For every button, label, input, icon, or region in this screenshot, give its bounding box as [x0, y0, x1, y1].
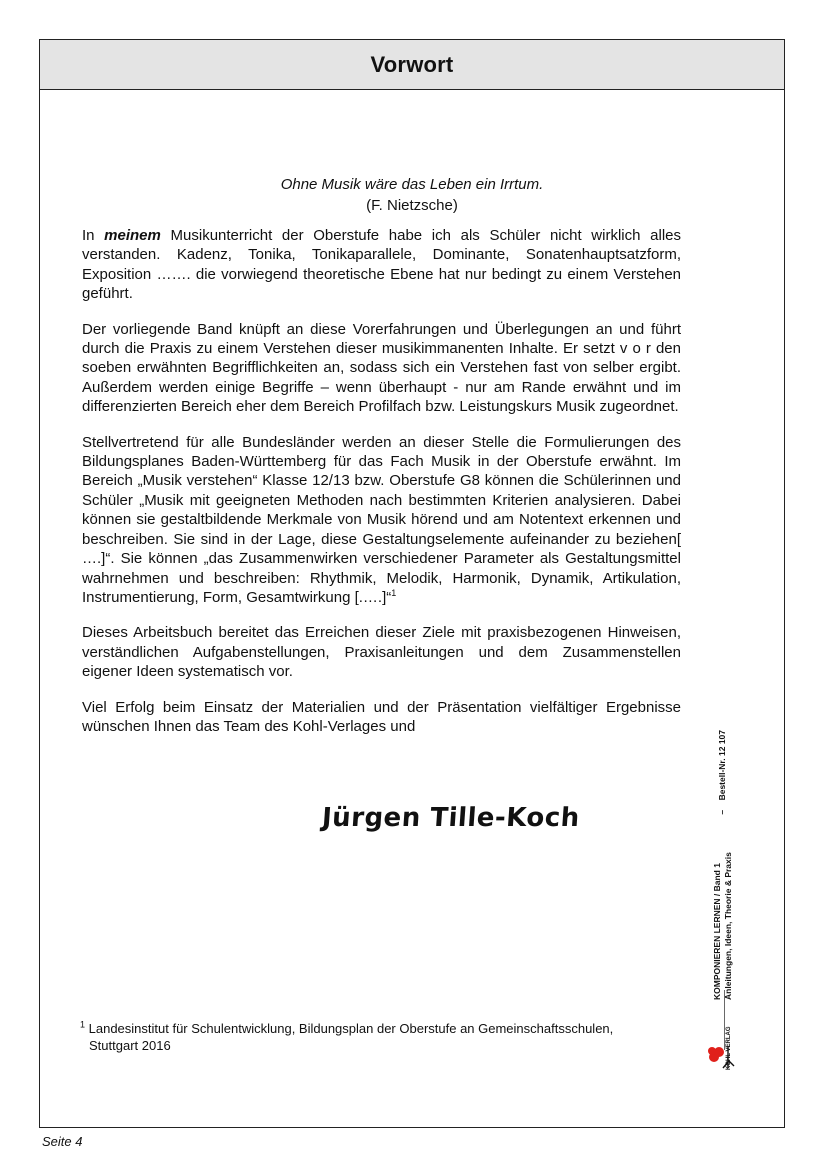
side-publication-info	[712, 730, 742, 1000]
epigraph-author: (F. Nietzsche)	[366, 197, 458, 214]
footnote-line-2: Stuttgart 2016	[89, 1038, 171, 1053]
preface-body	[82, 226, 681, 752]
series-title: KOMPONIEREN LERNEN / Band 1	[712, 863, 722, 1000]
footnote-marker: 1	[80, 1019, 86, 1030]
title-bar	[40, 40, 784, 90]
series-subtitle: Anleitungen, Ideen, Theorie & Praxis	[723, 852, 733, 1000]
footnote-line-1: Landesinstitut für Schulentwicklung, Bildungsplan der Oberstufe an Gemeinschaftsschulen,	[85, 1021, 614, 1036]
paragraph-2: Der vorliegende Band knüpft an diese Vorerfahrungen und Überlegungen an und führt durch die Praxis zu einem Verstehen dieser musikimmanenten Inhalte. Er setzt v o r den soeben erwähnten Begrifflichkeiten an, sodass sich ein Verstehen fast von selber ergibt. Außerdem werden einige Begriffe – wenn überhaupt - nur am Rande erwähnt und im differenzierten Bereich eher dem Bereich Profilfach bzw. Leistungskurs Musik zugeordnet.	[82, 320, 681, 416]
publisher-logo	[704, 990, 738, 1070]
page-title: Vorwort	[370, 51, 454, 77]
paragraph-3-text: Stellvertretend für alle Bundesländer werden an dieser Stelle die Formulierungen des Bildungsplanes Baden-Württemberg für das Fach Musik in der Oberstufe erwähnt. Im Bereich „Musik verstehen“ Klasse 12/13 bzw. Oberstufe G8 können die Schülerinnen und Schüler „Musik mit geeigneten Methoden nach bestimmten Kriterien analysieren. Dabei können sie gestaltbildende Merkmale von Musik hörend und am Notentext erkennen und beschreiben. Sie sind in der Lage, diese Gestaltungselemente aufeinander zu beziehen[ ….]“. Sie können „das Zusammenwirken verschiedener Parameter als Gestaltungsmittel wahrnehmen und beschreiben: Rhythmik, Melodik, Harmonik, Dynamik, Artikulation, Instrumentierung, Form, Gesamtwirkung [.….]“	[82, 433, 681, 606]
epigraph	[39, 174, 785, 216]
epigraph-text: Ohne Musik wäre das Leben ein Irrtum.	[280, 176, 544, 193]
paragraph-4: Dieses Arbeitsbuch bereitet das Erreichen dieser Ziele mit praxisbezogenen Hinweisen, verständlichen Aufgabenstellungen, Praxisanleitungen und dem Zusammenstellen eigener Ideen systematisch vor.	[82, 624, 681, 681]
paragraph-3	[82, 433, 681, 608]
logo-text: KOHL VERLAG	[726, 1026, 732, 1070]
paragraph-1-intro: In	[82, 227, 105, 244]
footnote	[80, 1020, 670, 1054]
footnote-reference: 1	[391, 587, 397, 598]
signature: Jürgen Tille-Koch	[320, 803, 581, 833]
side-separator: –	[717, 809, 727, 815]
page-number: Seite 4	[42, 1134, 83, 1149]
paragraph-1	[82, 226, 681, 304]
emphasized-word: meinem	[104, 227, 161, 244]
paragraph-1-rest: Musikunterricht der Oberstufe habe ich als Schüler nicht wirklich alles verstanden. Kadenz, Tonika, Tonikaparallele, Dominante, Sonatenhauptsatzform, Exposition ……. die vorwiegend theoretische Ebene hat nur bedingt zu einem Verstehen geführt.	[82, 227, 681, 303]
paragraph-5: Viel Erfolg beim Einsatz der Materialien und der Präsentation vielfältiger Ergebnisse wünschen Ihnen das Team des Kohl-Verlages und	[82, 698, 681, 735]
tree-icon	[704, 990, 738, 1070]
order-number: Bestell-Nr. 12 107	[717, 730, 727, 801]
